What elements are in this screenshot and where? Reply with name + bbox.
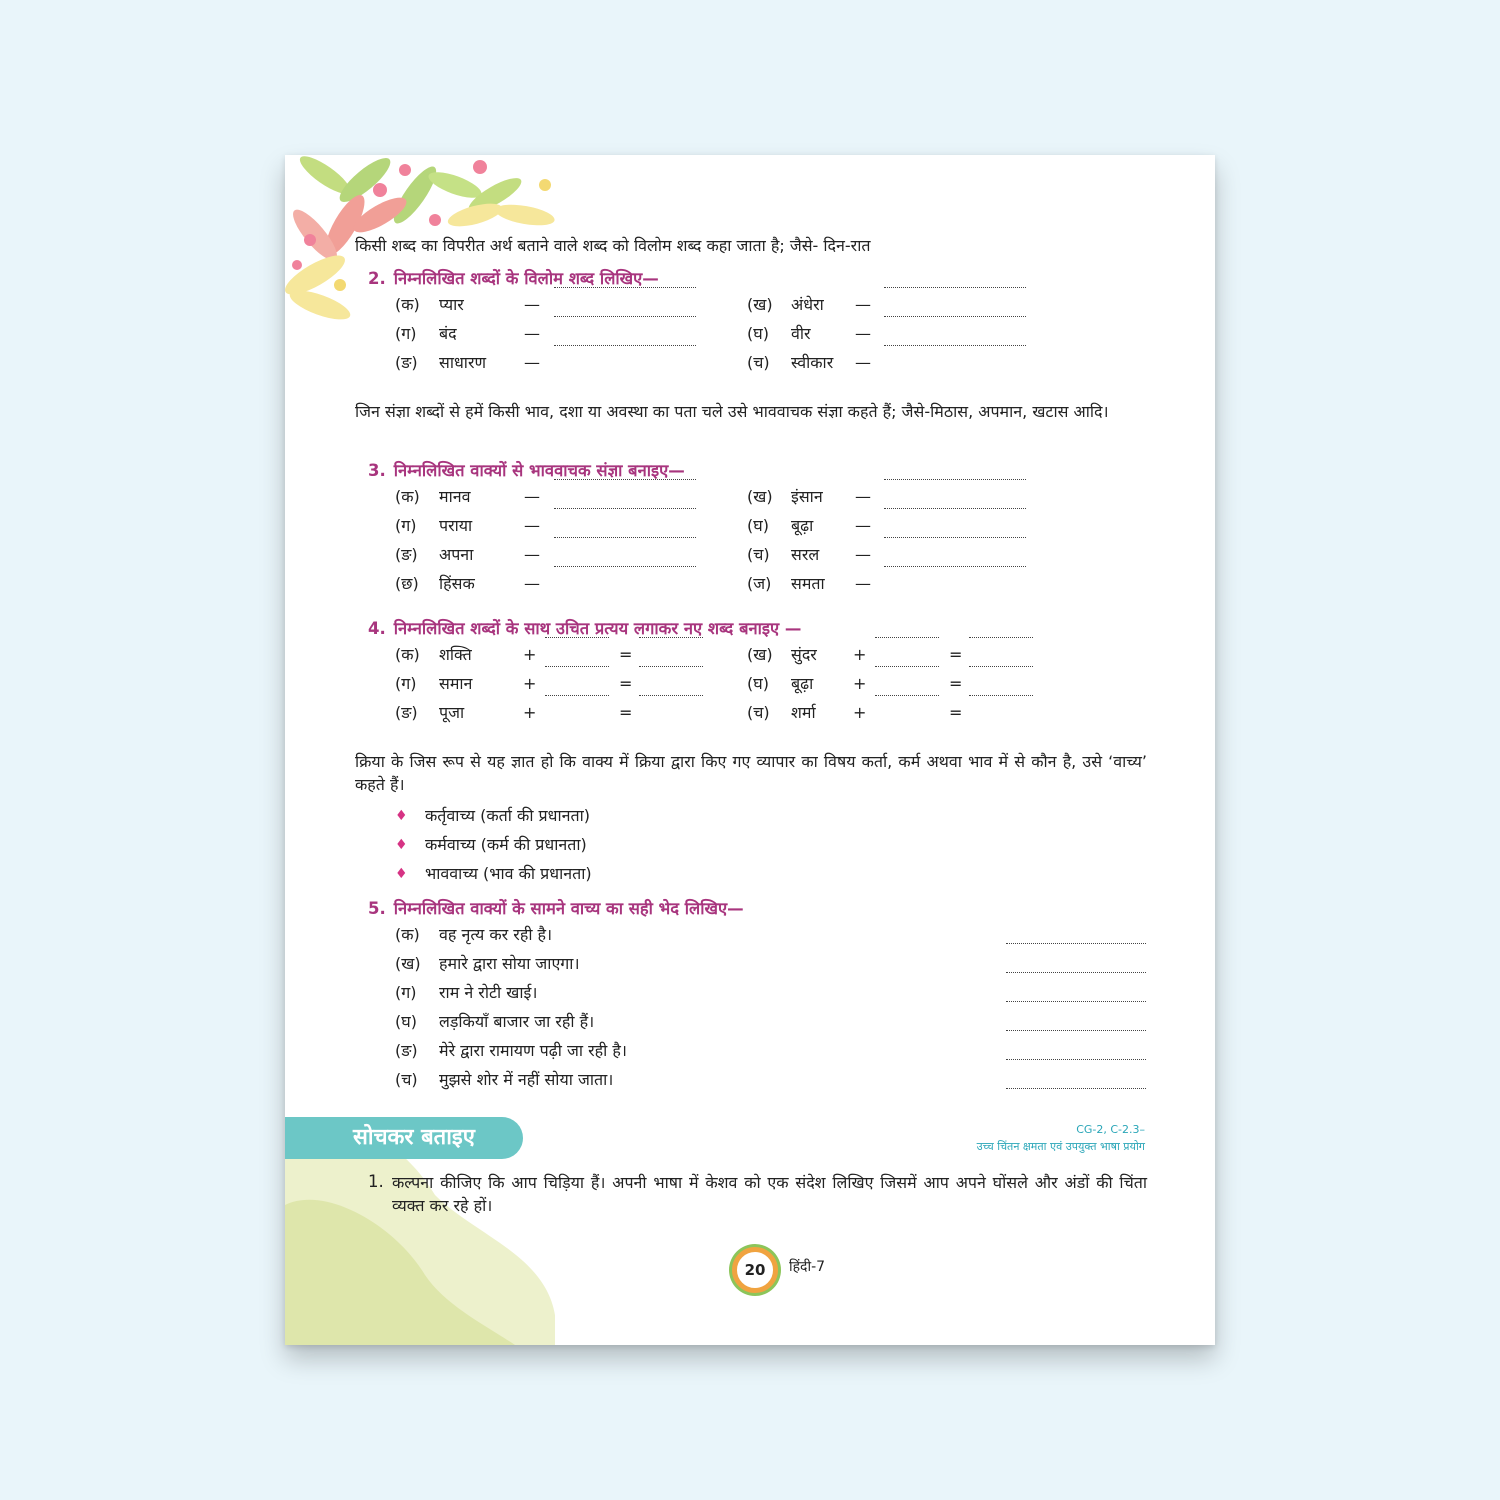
item-label: (ग) [395, 324, 417, 343]
section-q1-number: 1. [368, 1172, 384, 1191]
item-label: (च) [395, 1070, 418, 1089]
item-word: प्यार [439, 295, 464, 314]
answer-line [1006, 1001, 1146, 1002]
sentence-item-row [395, 953, 1147, 975]
sentence-text: वह नृत्य कर रही है। [439, 925, 553, 944]
item-label: (क) [395, 925, 420, 944]
section-q1-text: कल्पना कीजिए कि आप चिड़िया हैं। अपनी भाषा में केशव को एक संदेश लिखिए जिसमें आप अपने घोंसले और अंडों की चिंता व्यक्त कर रहे हों। [392, 1173, 1147, 1215]
item-word: हिंसक [439, 574, 475, 593]
sentence-text: लड़कियाँ बाजार जा रही हैं। [439, 1012, 595, 1031]
word-item-row [747, 573, 1147, 595]
item-label: (घ) [747, 674, 769, 693]
word-item-row [747, 515, 1147, 537]
q5-number: 5. [368, 899, 386, 918]
word-item-row [395, 573, 795, 595]
sentence-item-row [395, 982, 1147, 1004]
item-dash: — [524, 295, 540, 314]
answer-line [1006, 1030, 1146, 1031]
cg-code: CG-2, C-2.3– [1076, 1123, 1145, 1136]
item-word: बंद [439, 324, 457, 343]
q4-heading [368, 616, 801, 639]
equals-sign: = [619, 674, 633, 693]
q4-title: निम्नलिखित शब्दों के साथ उचित प्रत्यय लगाकर नए शब्द बनाइए — [393, 619, 802, 638]
q3-heading [368, 458, 685, 481]
item-word: शर्मा [791, 703, 816, 722]
word-item-row [395, 544, 795, 566]
answer-line [554, 345, 696, 346]
suffix-item-row [747, 673, 1147, 695]
plus-sign: + [853, 645, 867, 664]
item-dash: — [855, 295, 871, 314]
q3-number: 3. [368, 461, 386, 480]
item-label: (च) [747, 703, 770, 722]
plus-sign: + [523, 703, 537, 722]
answer-line [1006, 1088, 1146, 1089]
item-label: (ङ) [395, 1041, 418, 1060]
item-label: (क) [395, 487, 420, 506]
item-word: पराया [439, 516, 473, 535]
plus-sign: + [523, 645, 537, 664]
result-blank [639, 637, 703, 638]
vachya-type-text: भाववाच्य (भाव की प्रधानता) [425, 864, 592, 883]
answer-line [884, 537, 1026, 538]
item-label: (ग) [395, 674, 417, 693]
q2-title: निम्नलिखित शब्दों के विलोम शब्द लिखिए— [393, 269, 659, 288]
answer-line [884, 287, 1026, 288]
result-blank [969, 637, 1033, 638]
item-label: (ख) [747, 645, 773, 664]
item-label: (घ) [747, 324, 769, 343]
item-word: पूजा [439, 703, 465, 722]
section-title: सोचकर बताइए [353, 1125, 475, 1150]
suffix-item-row [747, 644, 1147, 666]
sentence-text: राम ने रोटी खाई। [439, 983, 538, 1002]
item-dash: — [855, 516, 871, 535]
item-word: मानव [439, 487, 471, 506]
item-label: (ख) [747, 295, 773, 314]
item-word: इंसान [791, 487, 823, 506]
item-dash: — [855, 545, 871, 564]
item-label: (घ) [747, 516, 769, 535]
item-word: अंधेरा [791, 295, 824, 314]
q2-number: 2. [368, 269, 386, 288]
q4-number: 4. [368, 619, 386, 638]
item-dash: — [855, 487, 871, 506]
vachya-type-item [395, 863, 895, 885]
item-label: (ख) [747, 487, 773, 506]
suffix-blank [545, 666, 609, 667]
sentence-text: मेरे द्वारा रामायण पढ़ी जा रही है। [439, 1041, 627, 1060]
item-word: समान [439, 674, 473, 693]
item-label: (छ) [395, 574, 419, 593]
item-label: (ग) [395, 983, 417, 1002]
item-dash: — [524, 353, 540, 372]
item-dash: — [524, 545, 540, 564]
suffix-blank [545, 695, 609, 696]
word-item-row [395, 294, 795, 316]
bullet-icon: ♦ [395, 808, 408, 824]
item-word: शक्ति [439, 645, 472, 664]
item-word: बूढ़ा [791, 516, 814, 535]
sentence-text: मुझसे शोर में नहीं सोया जाता। [439, 1070, 614, 1089]
sentence-text: हमारे द्वारा सोया जाएगा। [439, 954, 580, 973]
word-item-row [395, 515, 795, 537]
q2-heading [368, 266, 659, 289]
sentence-item-row [395, 924, 1147, 946]
item-word: स्वीकार [791, 353, 834, 372]
item-label: (च) [747, 353, 770, 372]
item-dash: — [524, 516, 540, 535]
plus-sign: + [853, 674, 867, 693]
vachya-type-item [395, 805, 895, 827]
suffix-item-row [747, 702, 1147, 724]
intro-vilom-text: किसी शब्द का विपरीत अर्थ बताने वाले शब्द को विलोम शब्द कहा जाता है; जैसे- दिन-रात [355, 236, 871, 255]
word-item-row [747, 486, 1147, 508]
plus-sign: + [853, 703, 867, 722]
q3-title: निम्नलिखित वाक्यों से भाववाचक संज्ञा बनाइए— [393, 461, 685, 480]
answer-line [1006, 972, 1146, 973]
equals-sign: = [619, 645, 633, 664]
item-label: (ङ) [395, 353, 418, 372]
answer-line [1006, 1059, 1146, 1060]
answer-line [554, 316, 696, 317]
q5-heading [368, 896, 744, 919]
answer-line [884, 566, 1026, 567]
bullet-icon: ♦ [395, 866, 408, 882]
item-word: वीर [791, 324, 811, 343]
page-number: 20 [732, 1247, 778, 1293]
sentence-item-row [395, 1011, 1147, 1033]
item-dash: — [855, 324, 871, 343]
answer-line [554, 287, 696, 288]
word-item-row [395, 352, 795, 374]
answer-line [884, 479, 1026, 480]
equals-sign: = [949, 674, 963, 693]
suffix-item-row [395, 644, 795, 666]
suffix-item-row [395, 702, 795, 724]
answer-line [554, 537, 696, 538]
suffix-blank [875, 637, 939, 638]
item-dash: — [855, 353, 871, 372]
answer-line [884, 508, 1026, 509]
equals-sign: = [949, 703, 963, 722]
item-word: बूढ़ा [791, 674, 814, 693]
answer-line [1006, 943, 1146, 944]
item-label: (क) [395, 645, 420, 664]
answer-line [554, 508, 696, 509]
vachya-type-item [395, 834, 895, 856]
item-word: साधारण [439, 353, 487, 372]
item-dash: — [855, 574, 871, 593]
item-label: (क) [395, 295, 420, 314]
item-label: (ङ) [395, 703, 418, 722]
item-label: (ख) [395, 954, 421, 973]
item-label: (घ) [395, 1012, 417, 1031]
item-dash: — [524, 574, 540, 593]
item-label: (ज) [747, 574, 772, 593]
item-word: समता [791, 574, 825, 593]
answer-line [884, 345, 1026, 346]
word-item-row [747, 323, 1147, 345]
plus-sign: + [523, 674, 537, 693]
book-title: हिंदी-7 [789, 1259, 826, 1275]
word-item-row [747, 544, 1147, 566]
suffix-blank [875, 666, 939, 667]
item-dash: — [524, 324, 540, 343]
item-label: (ग) [395, 516, 417, 535]
word-item-row [747, 294, 1147, 316]
section-band [285, 1117, 523, 1159]
item-label: (च) [747, 545, 770, 564]
word-item-row [395, 486, 795, 508]
word-item-row [747, 352, 1147, 374]
word-item-row [395, 323, 795, 345]
vachya-type-text: कर्तृवाच्य (कर्ता की प्रधानता) [425, 806, 591, 825]
equals-sign: = [619, 703, 633, 722]
item-dash: — [524, 487, 540, 506]
answer-line [554, 479, 696, 480]
item-word: सुंदर [791, 645, 817, 664]
intro-vachya-text: क्रिया के जिस रूप से यह ज्ञात हो कि वाक्य में क्रिया द्वारा किए गए व्यापार का विषय कर्ता, कर्म अथवा भाव में से कौन है, उसे ‘वाच्य’ कहते हैं। [355, 752, 1147, 794]
textbook-page [285, 155, 1215, 1345]
answer-line [884, 316, 1026, 317]
answer-line [554, 566, 696, 567]
result-blank [639, 666, 703, 667]
suffix-blank [545, 637, 609, 638]
result-blank [969, 666, 1033, 667]
item-label: (ङ) [395, 545, 418, 564]
suffix-item-row [395, 673, 795, 695]
cg-description: उच्च चिंतन क्षमता एवं उपयुक्त भाषा प्रयोग [976, 1140, 1145, 1153]
suffix-blank [875, 695, 939, 696]
q5-title: निम्नलिखित वाक्यों के सामने वाच्य का सही भेद लिखिए— [393, 899, 744, 918]
item-word: अपना [439, 545, 474, 564]
vachya-type-text: कर्मवाच्य (कर्म की प्रधानता) [425, 835, 587, 854]
sentence-item-row [395, 1069, 1147, 1091]
intro-bhav-text: जिन संज्ञा शब्दों से हमें किसी भाव, दशा या अवस्था का पता चले उसे भाववाचक संज्ञा कहते हैं; जैसे-मिठास, अपमान, खटास आदि। [355, 402, 1109, 421]
result-blank [639, 695, 703, 696]
item-word: सरल [791, 545, 820, 564]
equals-sign: = [949, 645, 963, 664]
sentence-item-row [395, 1040, 1147, 1062]
result-blank [969, 695, 1033, 696]
bullet-icon: ♦ [395, 837, 408, 853]
